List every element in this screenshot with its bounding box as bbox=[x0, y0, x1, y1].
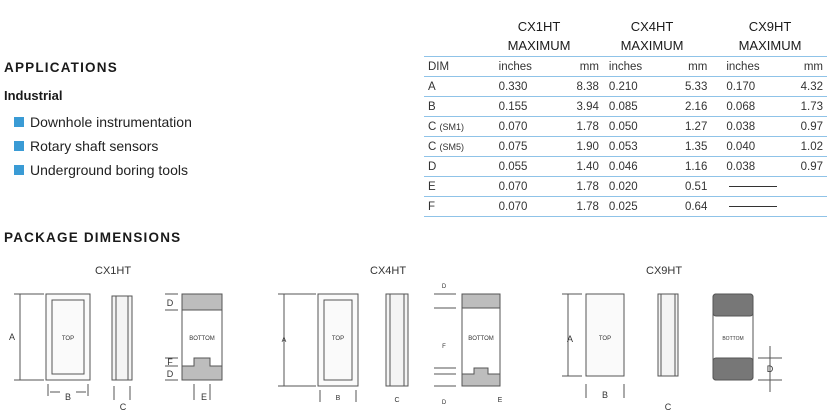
value-cell: 0.330 bbox=[493, 77, 550, 97]
column-sub: MAXIMUM bbox=[507, 38, 571, 53]
value-cell: 4.32 bbox=[784, 77, 827, 97]
top-label: TOP bbox=[61, 336, 75, 342]
list-item-label: Rotary shaft sensors bbox=[30, 138, 159, 154]
bullet-square-icon bbox=[14, 117, 24, 127]
value-cell: 0.170 bbox=[711, 77, 784, 97]
value-cell: 1.40 bbox=[549, 157, 603, 177]
value-cell: 0.64 bbox=[659, 197, 711, 217]
cx1ht-top-view bbox=[14, 294, 90, 396]
unit-inches: inches bbox=[603, 57, 660, 77]
value-cell: 0.210 bbox=[603, 77, 660, 97]
list-item-label: Underground boring tools bbox=[30, 162, 188, 178]
dim-cell: A bbox=[424, 77, 493, 97]
value-cell: 1.90 bbox=[549, 137, 603, 157]
top-label: TOP bbox=[331, 336, 345, 342]
value-cell: 0.070 bbox=[493, 177, 550, 197]
table-row bbox=[424, 117, 827, 137]
value-cell: 0.97 bbox=[784, 157, 827, 177]
unit-mm: mm bbox=[659, 57, 711, 77]
value-cell: 8.38 bbox=[549, 77, 603, 97]
value-cell: 0.070 bbox=[493, 197, 550, 217]
column-header-cx4ht bbox=[592, 17, 712, 55]
dim-letter: D bbox=[166, 298, 174, 308]
dim-letter: C bbox=[119, 402, 127, 412]
column-sub: MAXIMUM bbox=[738, 38, 802, 53]
cx9ht-top-view bbox=[562, 294, 624, 398]
dim-letter: D bbox=[766, 364, 774, 374]
dim-letter: E bbox=[200, 392, 208, 402]
value-cell: 1.27 bbox=[659, 117, 711, 137]
dimensions-table bbox=[424, 56, 827, 217]
value-cell: 1.78 bbox=[549, 117, 603, 137]
dim-letter: A bbox=[281, 337, 287, 344]
dim-header: DIM bbox=[424, 57, 493, 77]
list-item bbox=[14, 134, 192, 158]
dim-letter: E bbox=[497, 397, 503, 404]
value-cell: 0.050 bbox=[603, 117, 660, 137]
list-item-label: Downhole instrumentation bbox=[30, 114, 192, 130]
top-label: TOP bbox=[598, 336, 612, 342]
bullet-square-icon bbox=[14, 141, 24, 151]
drawing-title-cx4ht: CX4HT bbox=[370, 265, 407, 277]
value-cell: 1.73 bbox=[784, 97, 827, 117]
value-cell: 1.78 bbox=[549, 197, 603, 217]
value-cell: 0.025 bbox=[603, 197, 660, 217]
dim-cell: F bbox=[424, 197, 493, 217]
dim-letter: F bbox=[167, 357, 173, 367]
dim-cell: D bbox=[424, 157, 493, 177]
value-cell: 3.94 bbox=[549, 97, 603, 117]
dim-letter: C bbox=[394, 397, 400, 404]
value-cell: 0.055 bbox=[493, 157, 550, 177]
column-name: CX9HT bbox=[748, 19, 792, 34]
dim-letter: C bbox=[664, 402, 672, 412]
unit-mm: mm bbox=[549, 57, 603, 77]
value-cell: 0.51 bbox=[659, 177, 711, 197]
dim-letter: B bbox=[335, 395, 341, 402]
bottom-label: BOTTOM bbox=[189, 336, 215, 342]
value-cell: 0.97 bbox=[784, 117, 827, 137]
list-item bbox=[14, 158, 192, 182]
not-applicable-dash bbox=[711, 197, 827, 217]
not-applicable-dash bbox=[711, 177, 827, 197]
value-cell: 2.16 bbox=[659, 97, 711, 117]
applications-category: Industrial bbox=[4, 88, 63, 103]
value-cell: 1.16 bbox=[659, 157, 711, 177]
table-row bbox=[424, 197, 827, 217]
dim-letter: B bbox=[601, 390, 609, 400]
dim-letter: A bbox=[8, 332, 16, 342]
bottom-label: BOTTOM bbox=[468, 336, 494, 342]
package-drawings bbox=[0, 280, 827, 414]
column-name: CX1HT bbox=[517, 19, 561, 34]
dim-cell: E bbox=[424, 177, 493, 197]
dim-letter: D bbox=[441, 400, 447, 406]
cx1ht-side-view bbox=[112, 296, 132, 400]
drawing-title-cx1ht: CX1HT bbox=[95, 265, 132, 277]
cx4ht-top-view bbox=[278, 294, 358, 402]
cx4ht-side-view bbox=[386, 294, 408, 386]
column-name: CX4HT bbox=[630, 19, 674, 34]
table-row bbox=[424, 137, 827, 157]
applications-list bbox=[14, 110, 192, 182]
value-cell: 0.075 bbox=[493, 137, 550, 157]
value-cell: 0.068 bbox=[711, 97, 784, 117]
dim-letter: B bbox=[64, 392, 72, 402]
cx9ht-side-view bbox=[658, 294, 678, 376]
dim-cell: C (SM1) bbox=[424, 117, 493, 137]
package-dimensions-heading: PACKAGE DIMENSIONS bbox=[4, 230, 182, 245]
table-row bbox=[424, 97, 827, 117]
dim-cell: B bbox=[424, 97, 493, 117]
table-row bbox=[424, 77, 827, 97]
unit-mm: mm bbox=[784, 57, 827, 77]
unit-inches: inches bbox=[711, 57, 784, 77]
value-cell: 5.33 bbox=[659, 77, 711, 97]
value-cell: 0.155 bbox=[493, 97, 550, 117]
dim-cell: C (SM5) bbox=[424, 137, 493, 157]
value-cell: 0.085 bbox=[603, 97, 660, 117]
value-cell: 0.053 bbox=[603, 137, 660, 157]
column-sub: MAXIMUM bbox=[620, 38, 684, 53]
column-header-cx9ht bbox=[710, 17, 827, 55]
cx9ht-bottom-view bbox=[713, 294, 782, 392]
table-header-row bbox=[424, 57, 827, 77]
cx1ht-bottom-view bbox=[165, 294, 222, 400]
table-row bbox=[424, 157, 827, 177]
dim-letter: D bbox=[166, 369, 174, 379]
value-cell: 1.35 bbox=[659, 137, 711, 157]
bullet-square-icon bbox=[14, 165, 24, 175]
dim-letter: A bbox=[566, 334, 574, 344]
value-cell: 0.046 bbox=[603, 157, 660, 177]
value-cell: 0.020 bbox=[603, 177, 660, 197]
column-header-cx1ht bbox=[479, 17, 599, 55]
dim-letter: F bbox=[442, 344, 446, 350]
dim-letter: D bbox=[441, 284, 447, 290]
value-cell: 0.038 bbox=[711, 117, 784, 137]
list-item bbox=[14, 110, 192, 134]
table-row bbox=[424, 177, 827, 197]
value-cell: 1.78 bbox=[549, 177, 603, 197]
bottom-label: BOTTOM bbox=[722, 336, 744, 342]
unit-inches: inches bbox=[493, 57, 550, 77]
value-cell: 1.02 bbox=[784, 137, 827, 157]
applications-heading: APPLICATIONS bbox=[4, 60, 118, 75]
drawing-title-cx9ht: CX9HT bbox=[646, 265, 683, 277]
value-cell: 0.038 bbox=[711, 157, 784, 177]
value-cell: 0.070 bbox=[493, 117, 550, 137]
value-cell: 0.040 bbox=[711, 137, 784, 157]
